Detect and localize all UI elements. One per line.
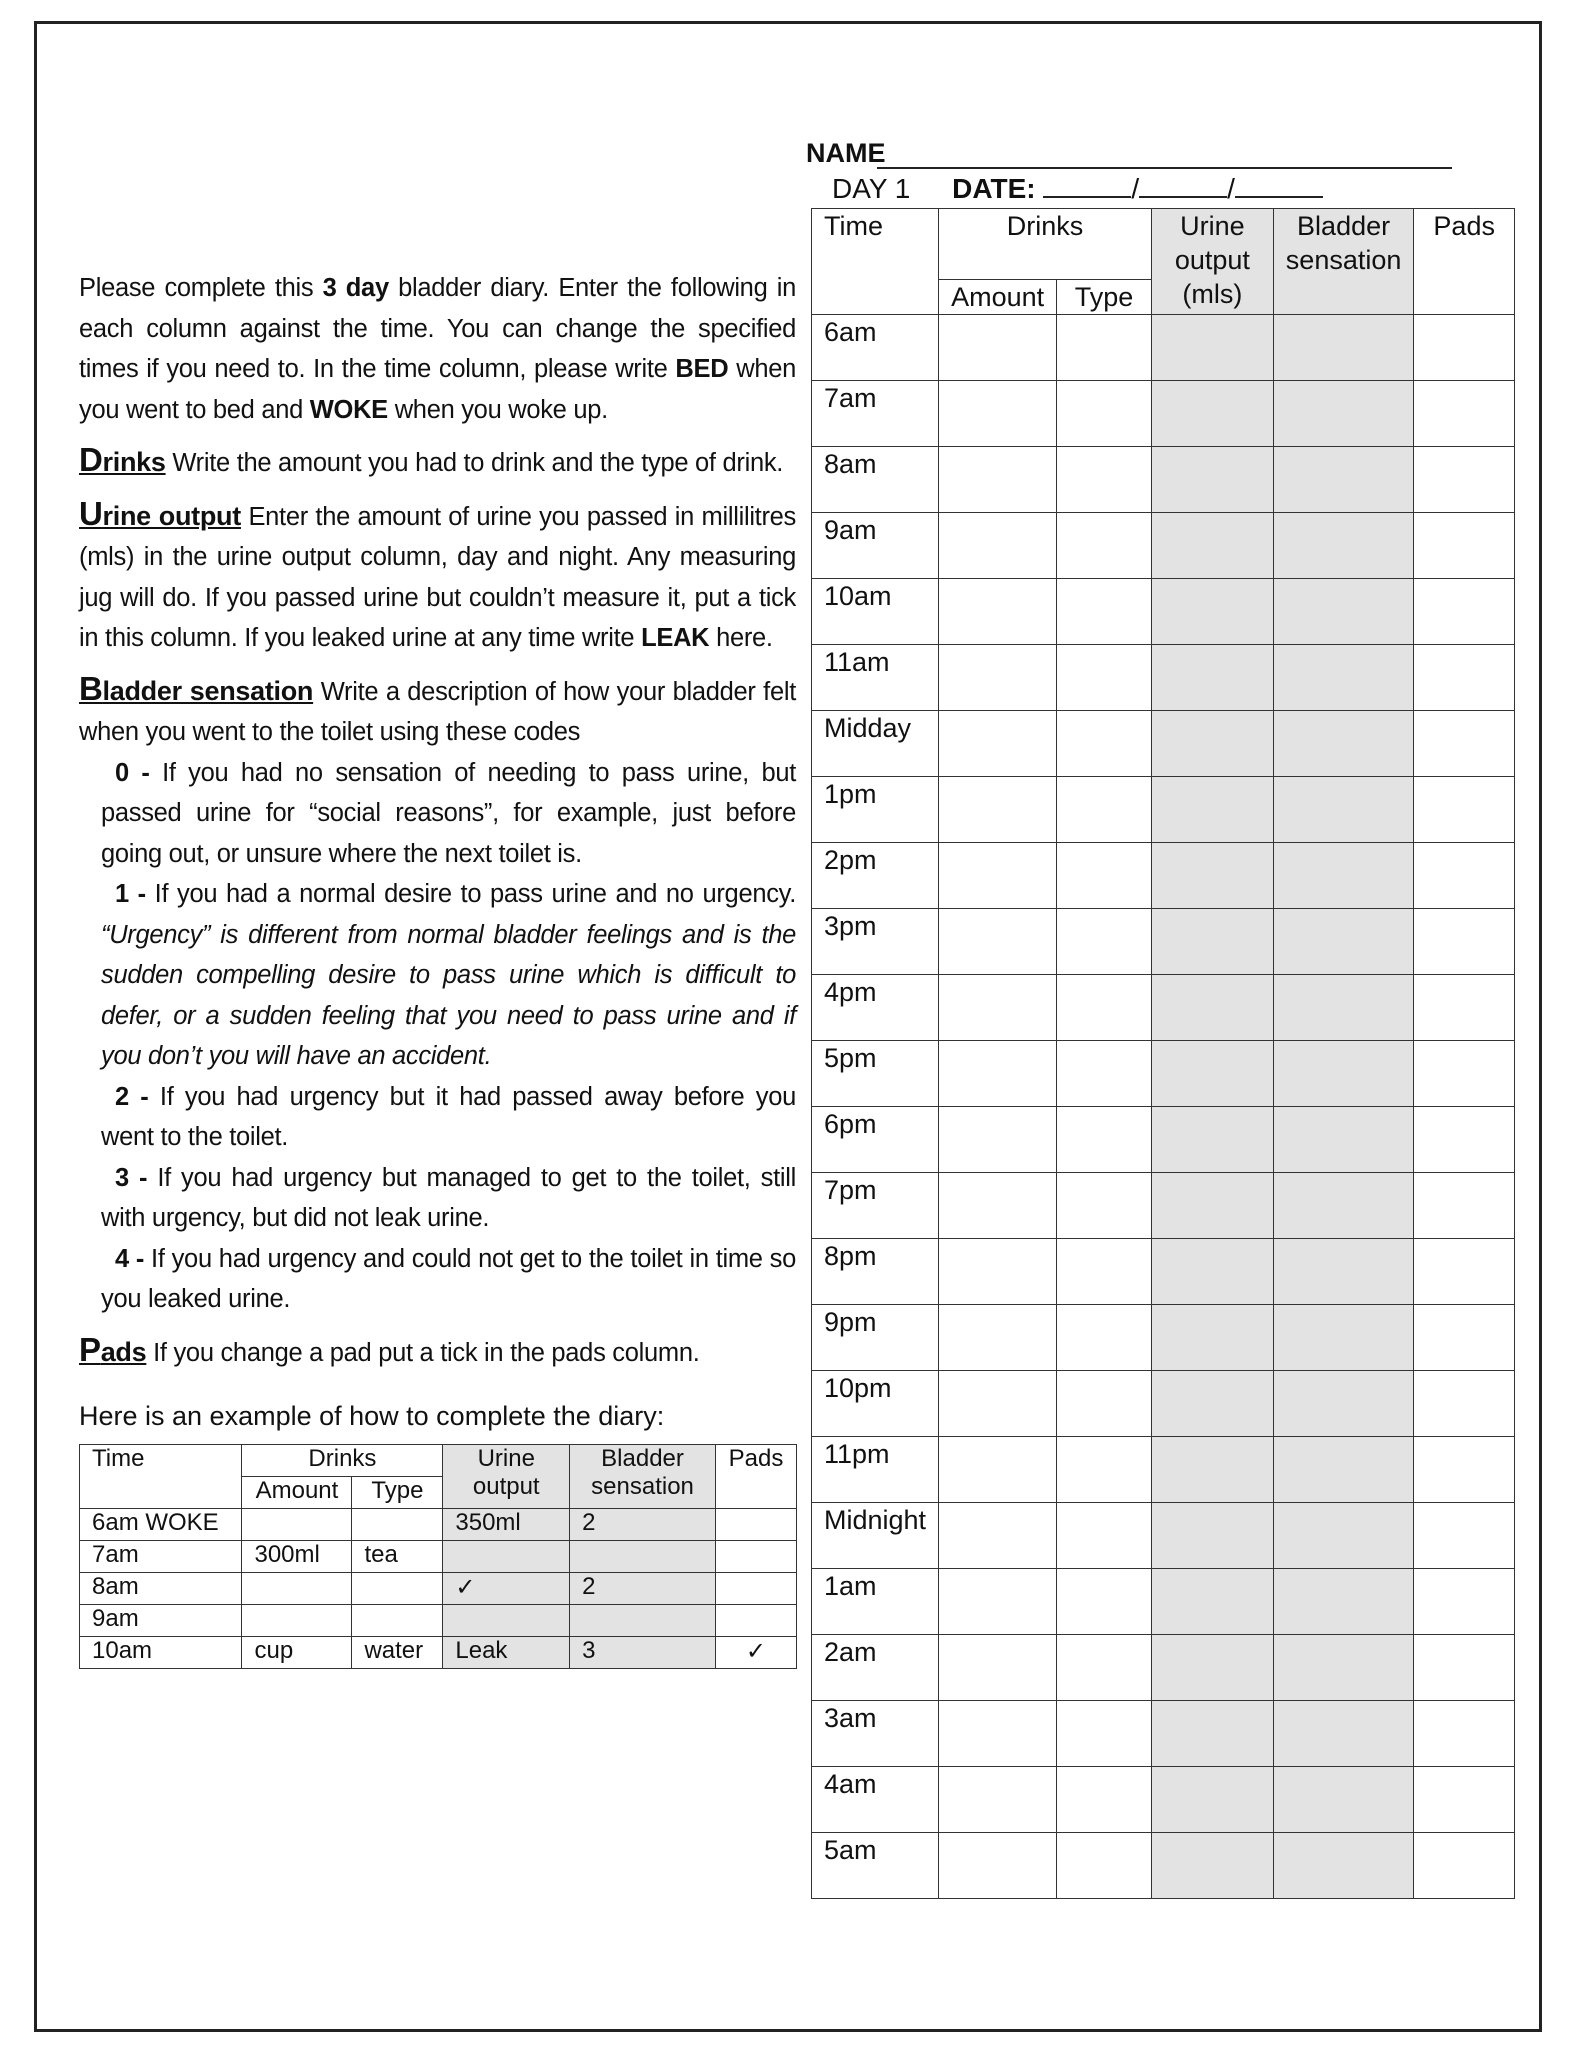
bladder-heading: Bladder sensation	[79, 669, 314, 707]
diary-time-cell: 4am	[812, 1767, 939, 1833]
diary-type-cell[interactable]	[1057, 1701, 1152, 1767]
diary-type-cell[interactable]	[1057, 1371, 1152, 1437]
diary-type-cell[interactable]	[1057, 579, 1152, 645]
name-label: NAME	[806, 138, 886, 168]
example-cell-bladder: 2	[570, 1509, 716, 1541]
diary-time-cell: 5am	[812, 1833, 939, 1899]
diary-time-cell: 10pm	[812, 1371, 939, 1437]
diary-bladder-cell[interactable]	[1273, 513, 1414, 579]
diary-urine-cell[interactable]	[1151, 1503, 1273, 1569]
diary-pads-cell[interactable]	[1414, 1173, 1515, 1239]
diary-urine-cell[interactable]	[1151, 1437, 1273, 1503]
diary-amount-cell[interactable]	[939, 777, 1057, 843]
diary-amount-cell[interactable]	[939, 1503, 1057, 1569]
diary-urine-cell[interactable]	[1151, 1569, 1273, 1635]
diary-pads-cell[interactable]	[1414, 975, 1515, 1041]
diary-pads-cell[interactable]	[1414, 1305, 1515, 1371]
diary-pads-cell[interactable]	[1414, 1239, 1515, 1305]
diary-row	[812, 1041, 1515, 1107]
diary-bladder-cell[interactable]	[1273, 777, 1414, 843]
diary-urine-cell[interactable]	[1151, 909, 1273, 975]
diary-urine-cell[interactable]	[1151, 843, 1273, 909]
diary-row	[812, 777, 1515, 843]
diary-pads-cell[interactable]	[1414, 447, 1515, 513]
example-cell-urine	[443, 1605, 570, 1637]
diary-urine-cell[interactable]	[1151, 777, 1273, 843]
diary-bladder-cell[interactable]	[1273, 975, 1414, 1041]
diary-type-cell[interactable]	[1057, 1173, 1152, 1239]
diary-row	[812, 513, 1515, 579]
diary-bladder-cell[interactable]	[1273, 1041, 1414, 1107]
diary-row	[812, 1767, 1515, 1833]
diary-pads-cell[interactable]	[1414, 1701, 1515, 1767]
diary-urine-cell[interactable]	[1151, 975, 1273, 1041]
date-year-field[interactable]	[1235, 174, 1323, 198]
diary-row	[812, 579, 1515, 645]
diary-row	[812, 843, 1515, 909]
example-cell-amount	[242, 1573, 352, 1605]
name-field[interactable]	[877, 167, 1452, 169]
diary-amount-cell[interactable]	[939, 1041, 1057, 1107]
diary-urine-cell[interactable]	[1151, 1701, 1273, 1767]
example-cell-urine: ✓	[443, 1573, 570, 1605]
diary-type-cell[interactable]	[1057, 315, 1152, 381]
diary-urine-cell[interactable]	[1151, 315, 1273, 381]
example-header-pads: Pads	[715, 1445, 796, 1509]
diary-type-cell[interactable]	[1057, 645, 1152, 711]
example-cell-urine: Leak	[443, 1637, 570, 1669]
example-cell-type	[352, 1509, 443, 1541]
diary-type-cell[interactable]	[1057, 843, 1152, 909]
diary-amount-cell[interactable]	[939, 447, 1057, 513]
diary-bladder-cell[interactable]	[1273, 1107, 1414, 1173]
diary-time-cell: 7am	[812, 381, 939, 447]
diary-row	[812, 1239, 1515, 1305]
diary-time-cell: 11am	[812, 645, 939, 711]
diary-bladder-cell[interactable]	[1273, 1173, 1414, 1239]
diary-type-cell[interactable]	[1057, 1635, 1152, 1701]
diary-pads-cell[interactable]	[1414, 315, 1515, 381]
example-header-type: Type	[352, 1477, 443, 1509]
diary-bladder-cell[interactable]	[1273, 1701, 1414, 1767]
diary-amount-cell[interactable]	[939, 975, 1057, 1041]
diary-amount-cell[interactable]	[939, 1239, 1057, 1305]
intro-paragraph: Please complete this 3 day bladder diary. Enter the following in each column against the time. You can change the specified times if you need to. In the time column, please write BED when you went to bed and WOKE when you woke up.	[79, 274, 796, 424]
example-row	[80, 1509, 797, 1541]
diary-bladder-cell[interactable]	[1273, 1239, 1414, 1305]
diary-amount-cell[interactable]	[939, 381, 1057, 447]
example-cell-bladder	[570, 1541, 716, 1573]
example-header-time: Time	[80, 1445, 242, 1509]
diary-type-cell[interactable]	[1057, 909, 1152, 975]
diary-row	[812, 1107, 1515, 1173]
example-title: Here is an example of how to complete the diary:	[79, 1401, 665, 1431]
diary-time-cell: 8pm	[812, 1239, 939, 1305]
date-label: DATE:	[952, 173, 1036, 204]
diary-amount-cell[interactable]	[939, 711, 1057, 777]
diary-bladder-cell[interactable]	[1273, 579, 1414, 645]
diary-bladder-cell[interactable]	[1273, 1437, 1414, 1503]
diary-urine-cell[interactable]	[1151, 1371, 1273, 1437]
diary-row	[812, 1701, 1515, 1767]
example-cell-pads	[715, 1541, 796, 1573]
example-row	[80, 1605, 797, 1637]
example-cell-time: 10am	[80, 1637, 242, 1669]
diary-urine-cell[interactable]	[1151, 1173, 1273, 1239]
diary-time-cell: Midday	[812, 711, 939, 777]
diary-bladder-cell[interactable]	[1273, 447, 1414, 513]
diary-header-time: Time	[812, 209, 939, 315]
example-cell-urine: 350ml	[443, 1509, 570, 1541]
example-cell-time: 7am	[80, 1541, 242, 1573]
diary-type-cell[interactable]	[1057, 381, 1152, 447]
date-separator: /	[1227, 173, 1235, 204]
diary-type-cell[interactable]	[1057, 1767, 1152, 1833]
example-cell-urine	[443, 1541, 570, 1573]
code-2: 2 - If you had urgency but it had passed away before you went to the toilet.	[101, 1082, 797, 1151]
diary-pads-cell[interactable]	[1414, 579, 1515, 645]
diary-header-amount: Amount	[939, 280, 1057, 315]
diary-bladder-cell[interactable]	[1273, 1635, 1414, 1701]
diary-pads-cell[interactable]	[1414, 843, 1515, 909]
example-cell-type	[352, 1605, 443, 1637]
diary-type-cell[interactable]	[1057, 1833, 1152, 1899]
diary-bladder-cell[interactable]	[1273, 1569, 1414, 1635]
diary-header-pads: Pads	[1414, 209, 1515, 315]
diary-type-cell[interactable]	[1057, 1239, 1152, 1305]
example-cell-time: 9am	[80, 1605, 242, 1637]
diary-pads-cell[interactable]	[1414, 1767, 1515, 1833]
diary-urine-cell[interactable]	[1151, 513, 1273, 579]
diary-pads-cell[interactable]	[1414, 777, 1515, 843]
diary-time-cell: Midnight	[812, 1503, 939, 1569]
diary-amount-cell[interactable]	[939, 645, 1057, 711]
diary-bladder-cell[interactable]	[1273, 1767, 1414, 1833]
diary-amount-cell[interactable]	[939, 1305, 1057, 1371]
diary-row	[812, 1371, 1515, 1437]
diary-bladder-cell[interactable]	[1273, 1833, 1414, 1899]
diary-amount-cell[interactable]	[939, 1701, 1057, 1767]
diary-pads-cell[interactable]	[1414, 1569, 1515, 1635]
example-cell-time: 6am WOKE	[80, 1509, 242, 1541]
diary-time-cell: 4pm	[812, 975, 939, 1041]
diary-bladder-cell[interactable]	[1273, 315, 1414, 381]
diary-header-drinks: Drinks	[939, 209, 1152, 280]
diary-row	[812, 645, 1515, 711]
diary-type-cell[interactable]	[1057, 513, 1152, 579]
day-label: DAY 1	[832, 173, 911, 204]
example-table	[79, 1444, 797, 1669]
diary-time-cell: 9pm	[812, 1305, 939, 1371]
code-1: 1 - If you had a normal desire to pass urine and no urgency. “Urgency” is different from normal bladder feelings and is the sudden compelling desire to pass urine which is difficult to defer, or a sudden feeling that you need to pass urine and if you don’t you will have an accident.	[101, 880, 796, 1070]
example-cell-time: 8am	[80, 1573, 242, 1605]
diary-type-cell[interactable]	[1057, 777, 1152, 843]
example-row	[80, 1573, 797, 1605]
diary-urine-cell[interactable]	[1151, 711, 1273, 777]
diary-bladder-cell[interactable]	[1273, 1371, 1414, 1437]
date-month-field[interactable]	[1139, 174, 1227, 198]
diary-time-cell: 3pm	[812, 909, 939, 975]
diary-time-cell: 6am	[812, 315, 939, 381]
diary-amount-cell[interactable]	[939, 579, 1057, 645]
code-3: 3 - If you had urgency but managed to get to the toilet, still with urgency, but did not leak urine.	[101, 1163, 797, 1232]
diary-time-cell: 8am	[812, 447, 939, 513]
diary-pads-cell[interactable]	[1414, 1635, 1515, 1701]
diary-amount-cell[interactable]	[939, 513, 1057, 579]
example-header-amount: Amount	[242, 1477, 352, 1509]
diary-urine-cell[interactable]	[1151, 381, 1273, 447]
diary-row	[812, 1635, 1515, 1701]
date-separator: /	[1131, 173, 1140, 204]
diary-urine-cell[interactable]	[1151, 1305, 1273, 1371]
diary-pads-cell[interactable]	[1414, 1437, 1515, 1503]
diary-type-cell[interactable]	[1057, 1437, 1152, 1503]
example-cell-pads	[715, 1605, 796, 1637]
example-cell-bladder: 3	[570, 1637, 716, 1669]
diary-amount-cell[interactable]	[939, 1107, 1057, 1173]
diary-amount-cell[interactable]	[939, 1569, 1057, 1635]
diary-row	[812, 1437, 1515, 1503]
diary-amount-cell[interactable]	[939, 909, 1057, 975]
diary-bladder-cell[interactable]	[1273, 711, 1414, 777]
date-day-field[interactable]	[1043, 174, 1131, 198]
diary-time-cell: 6pm	[812, 1107, 939, 1173]
diary-time-cell: 5pm	[812, 1041, 939, 1107]
example-cell-type	[352, 1573, 443, 1605]
example-cell-type: tea	[352, 1541, 443, 1573]
diary-amount-cell[interactable]	[939, 1833, 1057, 1899]
diary-row	[812, 1173, 1515, 1239]
diary-type-cell[interactable]	[1057, 711, 1152, 777]
diary-urine-cell[interactable]	[1151, 1635, 1273, 1701]
diary-type-cell[interactable]	[1057, 1305, 1152, 1371]
diary-type-cell[interactable]	[1057, 1107, 1152, 1173]
diary-bladder-cell[interactable]	[1273, 645, 1414, 711]
diary-time-cell: 1pm	[812, 777, 939, 843]
urine-heading: Urine output	[79, 494, 241, 532]
code-4: 4 - If you had urgency and could not get to the toilet in time so you leaked urine.	[101, 1244, 796, 1313]
diary-type-cell[interactable]	[1057, 1569, 1152, 1635]
diary-pads-cell[interactable]	[1414, 645, 1515, 711]
diary-amount-cell[interactable]	[939, 1173, 1057, 1239]
example-cell-amount: cup	[242, 1637, 352, 1669]
diary-pads-cell[interactable]	[1414, 1503, 1515, 1569]
diary-urine-cell[interactable]	[1151, 1767, 1273, 1833]
diary-row	[812, 381, 1515, 447]
diary-pads-cell[interactable]	[1414, 1041, 1515, 1107]
example-cell-pads	[715, 1509, 796, 1541]
diary-header-type: Type	[1057, 280, 1152, 315]
day-date-row	[832, 173, 1323, 205]
diary-pads-cell[interactable]	[1414, 1371, 1515, 1437]
example-row	[80, 1541, 797, 1573]
diary-amount-cell[interactable]	[939, 1371, 1057, 1437]
example-cell-type: water	[352, 1637, 443, 1669]
diary-amount-cell[interactable]	[939, 1635, 1057, 1701]
code-0: 0 - If you had no sensation of needing to pass urine, but passed urine for “social reasons”, for example, just before going out, or unsure where the next toilet is.	[101, 758, 797, 868]
diary-bladder-cell[interactable]	[1273, 909, 1414, 975]
example-cell-pads: ✓	[715, 1637, 796, 1669]
diary-pads-cell[interactable]	[1414, 909, 1515, 975]
diary-urine-cell[interactable]	[1151, 579, 1273, 645]
diary-row	[812, 1503, 1515, 1569]
example-row	[80, 1637, 797, 1669]
drinks-paragraph: Drinks Write the amount you had to drink and the type of drink.	[79, 441, 784, 478]
diary-bladder-cell[interactable]	[1273, 843, 1414, 909]
diary-bladder-cell[interactable]	[1273, 381, 1414, 447]
urine-paragraph: Urine output Enter the amount of urine you passed in millilitres (mls) in the urine output column, day and night. Any measuring jug will do. If you passed urine but couldn’t measure it, put a tick in this column. If you leaked urine at any time write LEAK here.	[79, 494, 796, 652]
example-cell-pads	[715, 1573, 796, 1605]
diary-type-cell[interactable]	[1057, 447, 1152, 513]
instructions	[79, 268, 796, 1373]
diary-amount-cell[interactable]	[939, 1437, 1057, 1503]
diary-time-cell: 9am	[812, 513, 939, 579]
example-header-bladder: Bladder sensation	[570, 1445, 716, 1509]
diary-amount-cell[interactable]	[939, 1767, 1057, 1833]
pads-heading: Pads	[79, 1330, 147, 1368]
diary-table	[811, 208, 1515, 1899]
diary-pads-cell[interactable]	[1414, 381, 1515, 447]
diary-time-cell: 7pm	[812, 1173, 939, 1239]
diary-row	[812, 975, 1515, 1041]
diary-time-cell: 3am	[812, 1701, 939, 1767]
example-cell-amount: 300ml	[242, 1541, 352, 1573]
diary-pads-cell[interactable]	[1414, 1833, 1515, 1899]
diary-row	[812, 315, 1515, 381]
diary-bladder-cell[interactable]	[1273, 1503, 1414, 1569]
diary-row	[812, 711, 1515, 777]
diary-type-cell[interactable]	[1057, 975, 1152, 1041]
diary-amount-cell[interactable]	[939, 315, 1057, 381]
diary-time-cell: 2am	[812, 1635, 939, 1701]
example-cell-bladder	[570, 1605, 716, 1637]
drinks-heading: Drinks	[79, 441, 166, 478]
example-cell-bladder: 2	[570, 1573, 716, 1605]
diary-type-cell[interactable]	[1057, 1041, 1152, 1107]
diary-urine-cell[interactable]	[1151, 1107, 1273, 1173]
diary-amount-cell[interactable]	[939, 843, 1057, 909]
diary-row	[812, 909, 1515, 975]
diary-pads-cell[interactable]	[1414, 513, 1515, 579]
example-cell-amount	[242, 1605, 352, 1637]
pads-paragraph: Pads If you change a pad put a tick in the pads column.	[79, 1330, 700, 1368]
example-header-urine: Urine output	[443, 1445, 570, 1509]
bladder-paragraph: Bladder sensation Write a description of how your bladder felt when you went to the toilet using these codes	[79, 669, 796, 746]
diary-pads-cell[interactable]	[1414, 1107, 1515, 1173]
diary-pads-cell[interactable]	[1414, 711, 1515, 777]
diary-row	[812, 1833, 1515, 1899]
diary-row	[812, 1305, 1515, 1371]
diary-row	[812, 1569, 1515, 1635]
diary-type-cell[interactable]	[1057, 1503, 1152, 1569]
diary-urine-cell[interactable]	[1151, 1041, 1273, 1107]
diary-urine-cell[interactable]	[1151, 447, 1273, 513]
diary-row	[812, 447, 1515, 513]
diary-time-cell: 1am	[812, 1569, 939, 1635]
diary-time-cell: 11pm	[812, 1437, 939, 1503]
diary-urine-cell[interactable]	[1151, 1833, 1273, 1899]
example-header-drinks: Drinks	[242, 1445, 443, 1477]
diary-urine-cell[interactable]	[1151, 1239, 1273, 1305]
diary-header-bladder: Bladder sensation	[1273, 209, 1414, 315]
diary-bladder-cell[interactable]	[1273, 1305, 1414, 1371]
diary-urine-cell[interactable]	[1151, 645, 1273, 711]
diary-time-cell: 2pm	[812, 843, 939, 909]
example-cell-amount	[242, 1509, 352, 1541]
diary-time-cell: 10am	[812, 579, 939, 645]
diary-header-urine: Urine output (mls)	[1151, 209, 1273, 315]
